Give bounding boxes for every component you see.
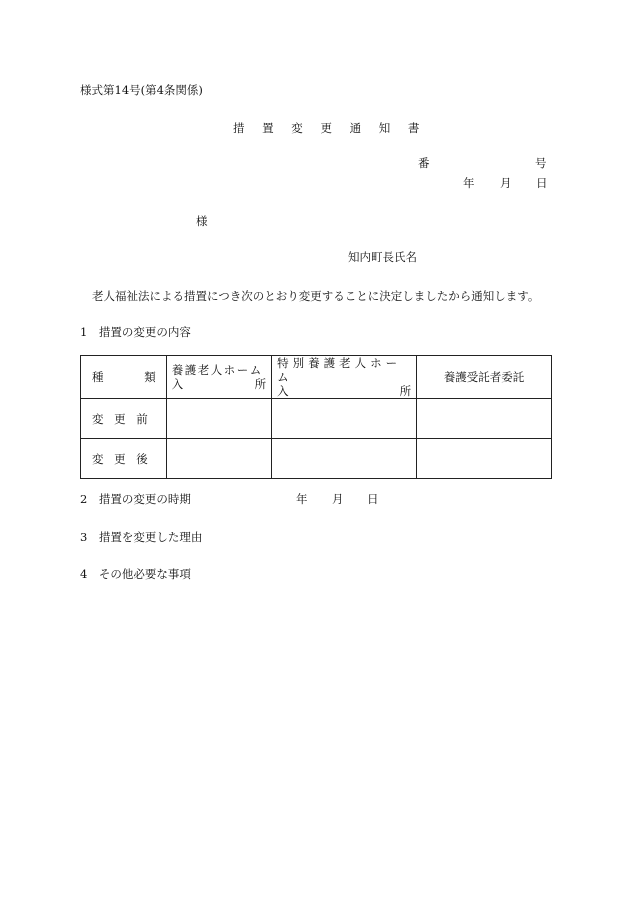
header-nursing-home-enter: 入 xyxy=(171,377,184,391)
addressee-honorific: 様 xyxy=(196,214,208,228)
number-suffix: 号 xyxy=(535,156,547,170)
section-3-heading: 3 措置を変更した理由 xyxy=(80,530,203,544)
row-before-label-cell xyxy=(81,399,167,439)
row-before-char-3: 前 xyxy=(136,411,148,426)
header-foster-care-cell xyxy=(417,356,552,399)
row-after-foster-care-cell[interactable] xyxy=(417,439,552,479)
table-header-row xyxy=(81,356,552,399)
document-title: 措 置 変 更 通 知 書 xyxy=(233,121,427,135)
section-2-month: 月 xyxy=(332,492,344,506)
header-nursing-home-line1 xyxy=(172,363,266,377)
sender-name: 知内町長氏名 xyxy=(348,250,417,264)
header-special-nursing-home-line1 xyxy=(277,356,411,384)
header-nursing-home-cell xyxy=(166,356,271,399)
header-foster-care-text: 養護受託者委託 xyxy=(443,370,525,384)
row-before-special-nursing-home-cell[interactable] xyxy=(272,399,417,439)
row-after-special-nursing-home-cell[interactable] xyxy=(272,439,417,479)
header-type-cell xyxy=(81,356,167,399)
row-before-foster-care-cell[interactable] xyxy=(417,399,552,439)
header-type-right: 類 xyxy=(144,370,156,384)
date-month: 月 xyxy=(500,176,512,190)
section-2-day: 日 xyxy=(367,492,379,506)
header-special-nursing-home-text: 特別養護老人ホーム xyxy=(277,356,402,384)
row-after-label-cell xyxy=(81,439,167,479)
row-before-nursing-home-cell[interactable] xyxy=(166,399,271,439)
row-after-char-3: 後 xyxy=(136,451,148,466)
section-2-heading: 2 措置の変更の時期 xyxy=(80,492,191,506)
row-after-char-1: 変 xyxy=(92,451,104,466)
header-special-nursing-home-enter: 入 xyxy=(277,384,289,398)
header-special-nursing-home-cell xyxy=(272,356,417,399)
row-before-char-2: 更 xyxy=(114,411,126,426)
header-special-nursing-home-place: 所 xyxy=(399,384,412,398)
date-day: 日 xyxy=(536,176,548,190)
section-2-year: 年 xyxy=(296,492,308,506)
number-label: 番 xyxy=(418,156,430,170)
table-row xyxy=(81,399,552,439)
row-after-char-2: 更 xyxy=(114,451,126,466)
header-nursing-home-text: 養護老人ホーム xyxy=(171,363,263,377)
header-type-left: 種 xyxy=(92,370,104,384)
section-1-heading: 1 措置の変更の内容 xyxy=(80,325,191,339)
header-nursing-home-place: 所 xyxy=(254,377,267,391)
change-table xyxy=(80,355,552,479)
row-after-nursing-home-cell[interactable] xyxy=(166,439,271,479)
date-year: 年 xyxy=(463,176,475,190)
row-before-char-1: 変 xyxy=(92,411,104,426)
form-label: 様式第14号(第4条関係) xyxy=(80,83,203,97)
section-4-heading: 4 その他必要な事項 xyxy=(80,567,191,581)
table-row xyxy=(81,439,552,479)
body-text: 老人福祉法による措置につき次のとおり変更することに決定しましたから通知します。 xyxy=(92,289,540,303)
